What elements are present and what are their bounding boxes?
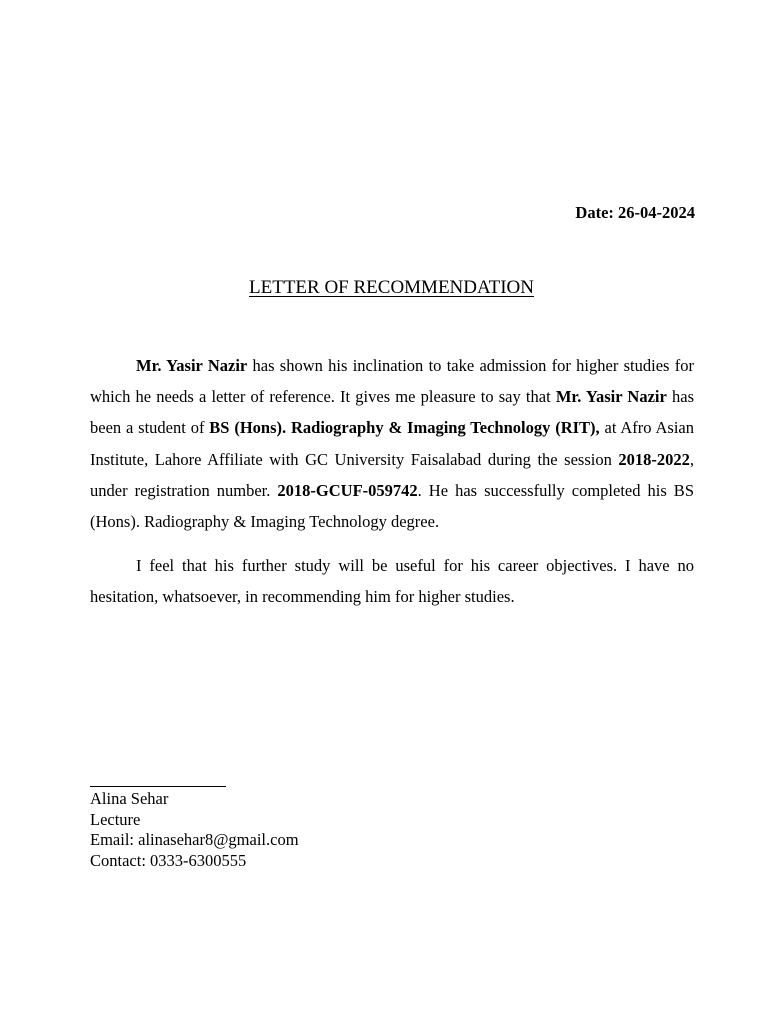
letter-title: LETTER OF RECOMMENDATION	[249, 277, 534, 298]
registration-number: 2018-GCUF-059742	[277, 480, 418, 500]
paragraph-2: I feel that his further study will be useful for his career objectives. I have no hesitation, whatsoever, in recommending him for higher studies.	[90, 556, 694, 607]
degree-name: BS (Hons). Radiography & Imaging Technology (RIT),	[209, 418, 600, 438]
signer-contact: Contact: 0333-6300555	[90, 850, 247, 870]
signer-position: Lecture	[90, 809, 141, 829]
session-years: 2018-2022	[618, 449, 690, 469]
student-name: Mr. Yasir Nazir	[136, 356, 248, 375]
signer-name: Alina Sehar	[90, 789, 169, 808]
student-name: Mr. Yasir Nazir	[555, 387, 667, 407]
signer-email: Email: alinasehar8@gmail.com	[90, 830, 299, 849]
letter-body	[90, 350, 694, 613]
signature-block	[90, 789, 299, 871]
paragraph-1: Mr. Yasir Nazir has shown his inclination to take admission for higher studies for which he needs a letter of reference. It gives me pleasure to say that Mr. Yasir Nazir has been a student of BS (Hons). Radiography & Imaging Technology (RIT), at Afro Asian Institute, Lahore Affiliate with GC University Faisalabad during the session 2018-2022, under registration number. 2018-GCUF-059742. He has successfully completed his BS (Hons). Radiography & Imaging Technology degree.	[90, 356, 694, 532]
letter-date: Date: 26-04-2024	[575, 203, 695, 222]
signature-line	[90, 786, 226, 787]
